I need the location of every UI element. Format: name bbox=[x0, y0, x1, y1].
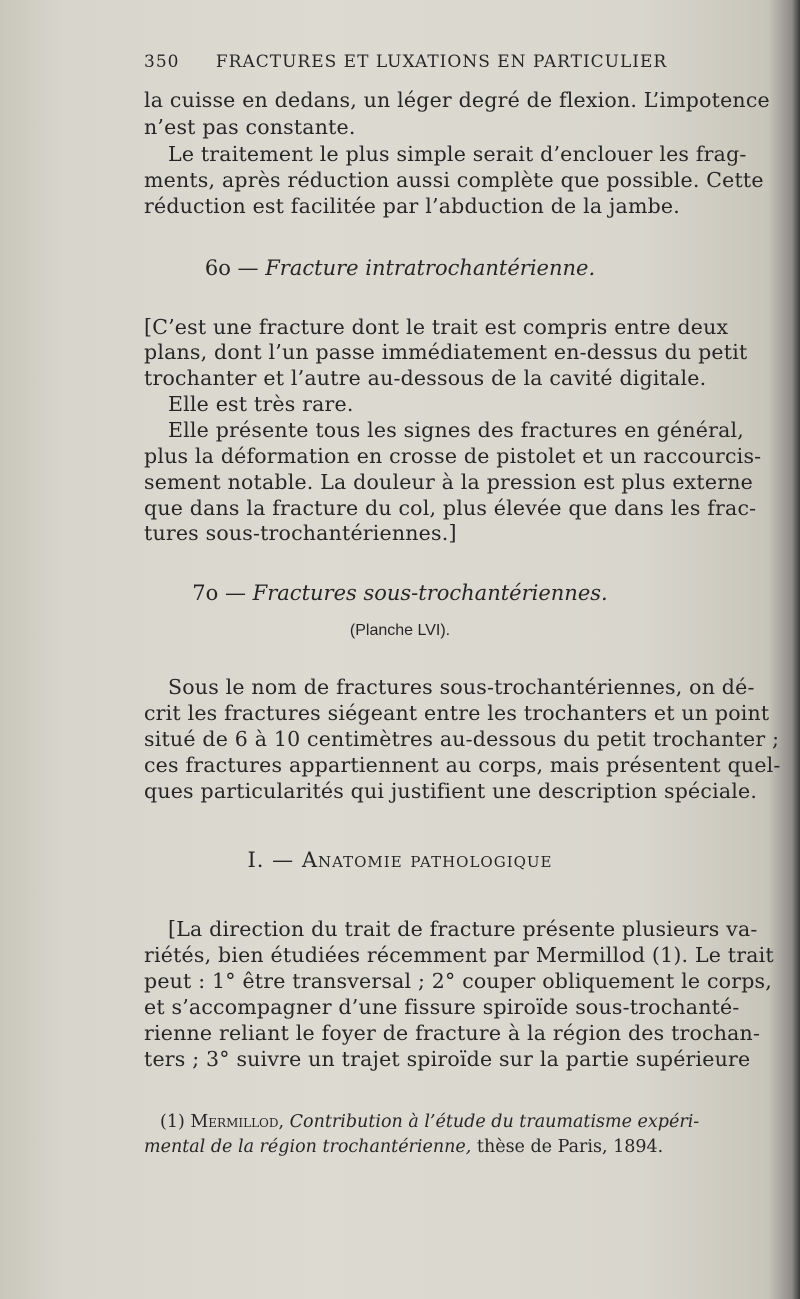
running-title: FRACTURES ET LUXATIONS EN PARTICULIER bbox=[215, 52, 668, 72]
text-line: et s’accompagner d’une fissure spiroïde sous-trochanté- bbox=[144, 995, 740, 1019]
footnote-title: Contribution à l’étude du traumatisme expéri- bbox=[289, 1112, 700, 1132]
heading-6 bbox=[0, 256, 800, 280]
text-line: ques particularités qui justifient une description spéciale. bbox=[144, 779, 758, 803]
footnote-title-cont: mental de la région trochantérienne, bbox=[144, 1137, 472, 1157]
heading-7 bbox=[0, 581, 800, 605]
footnote-author: Mermillod, bbox=[190, 1112, 285, 1132]
footnote-line-2 bbox=[144, 1135, 663, 1159]
section-number: I. — bbox=[247, 848, 295, 872]
page-number: 350 bbox=[144, 52, 180, 72]
text-line: plus la déformation en crosse de pistolet et un raccourcis- bbox=[144, 444, 762, 468]
text-line: crit les fractures siégeant entre les trochanters et un point bbox=[144, 701, 770, 725]
heading-6-number: 6o — bbox=[204, 256, 259, 280]
text-line: Le traitement le plus simple serait d’enclouer les frag- bbox=[168, 142, 747, 166]
text-line: tures sous-trochantériennes.] bbox=[144, 521, 457, 545]
plate-reference: (Planche LVI). bbox=[349, 622, 451, 639]
footnote-marker: (1) bbox=[160, 1112, 185, 1132]
text-line: riétés, bien étudiées récemment par Mermillod (1). Le trait bbox=[144, 943, 774, 967]
heading-6-title: Fracture intratrochantérienne. bbox=[265, 256, 596, 280]
text-line: [C’est une fracture dont le trait est compris entre deux bbox=[144, 315, 729, 339]
text-line: la cuisse en dedans, un léger degré de flexion. L’impotence bbox=[144, 88, 770, 112]
text-line: Sous le nom de fractures sous-trochantériennes, on dé- bbox=[168, 675, 755, 699]
text-line: réduction est facilitée par l’abduction de la jambe. bbox=[144, 194, 680, 218]
text-line: trochanter et l’autre au-dessous de la cavité digitale. bbox=[144, 366, 707, 390]
text-line: Elle est très rare. bbox=[168, 392, 354, 416]
running-header bbox=[144, 52, 794, 72]
section-heading bbox=[0, 848, 800, 872]
text-line: plans, dont l’un passe immédiatement en-dessus du petit bbox=[144, 340, 748, 364]
heading-7-number: 7o — bbox=[192, 581, 246, 605]
text-line: peut : 1° être transversal ; 2° couper obliquement le corps, bbox=[144, 969, 772, 993]
heading-7-title: Fractures sous-trochantériennes. bbox=[252, 581, 608, 605]
footnote-line-1 bbox=[160, 1110, 699, 1134]
text-line: que dans la fracture du col, plus élevée que dans les frac- bbox=[144, 496, 757, 520]
text-line: rienne reliant le foyer de fracture à la région des trochan- bbox=[144, 1021, 761, 1045]
text-line: ments, après réduction aussi complète que possible. Cette bbox=[144, 168, 764, 192]
text-line: [La direction du trait de fracture présente plusieurs va- bbox=[168, 917, 758, 941]
text-line: Elle présente tous les signes des fractures en général, bbox=[168, 418, 744, 442]
text-line: situé de 6 à 10 centimètres au-dessous du petit trochanter ; bbox=[144, 727, 780, 751]
section-title: Anatomie pathologique bbox=[301, 848, 553, 872]
text-line: n’est pas constante. bbox=[144, 115, 356, 139]
footnote-rest: thèse de Paris, 1894. bbox=[476, 1137, 664, 1157]
text-line: sement notable. La douleur à la pression est plus externe bbox=[144, 470, 753, 494]
text-line: ters ; 3° suivre un trajet spiroïde sur la partie supérieure bbox=[144, 1047, 751, 1071]
text-line: ces fractures appartiennent au corps, mais présentent quel- bbox=[144, 753, 781, 777]
